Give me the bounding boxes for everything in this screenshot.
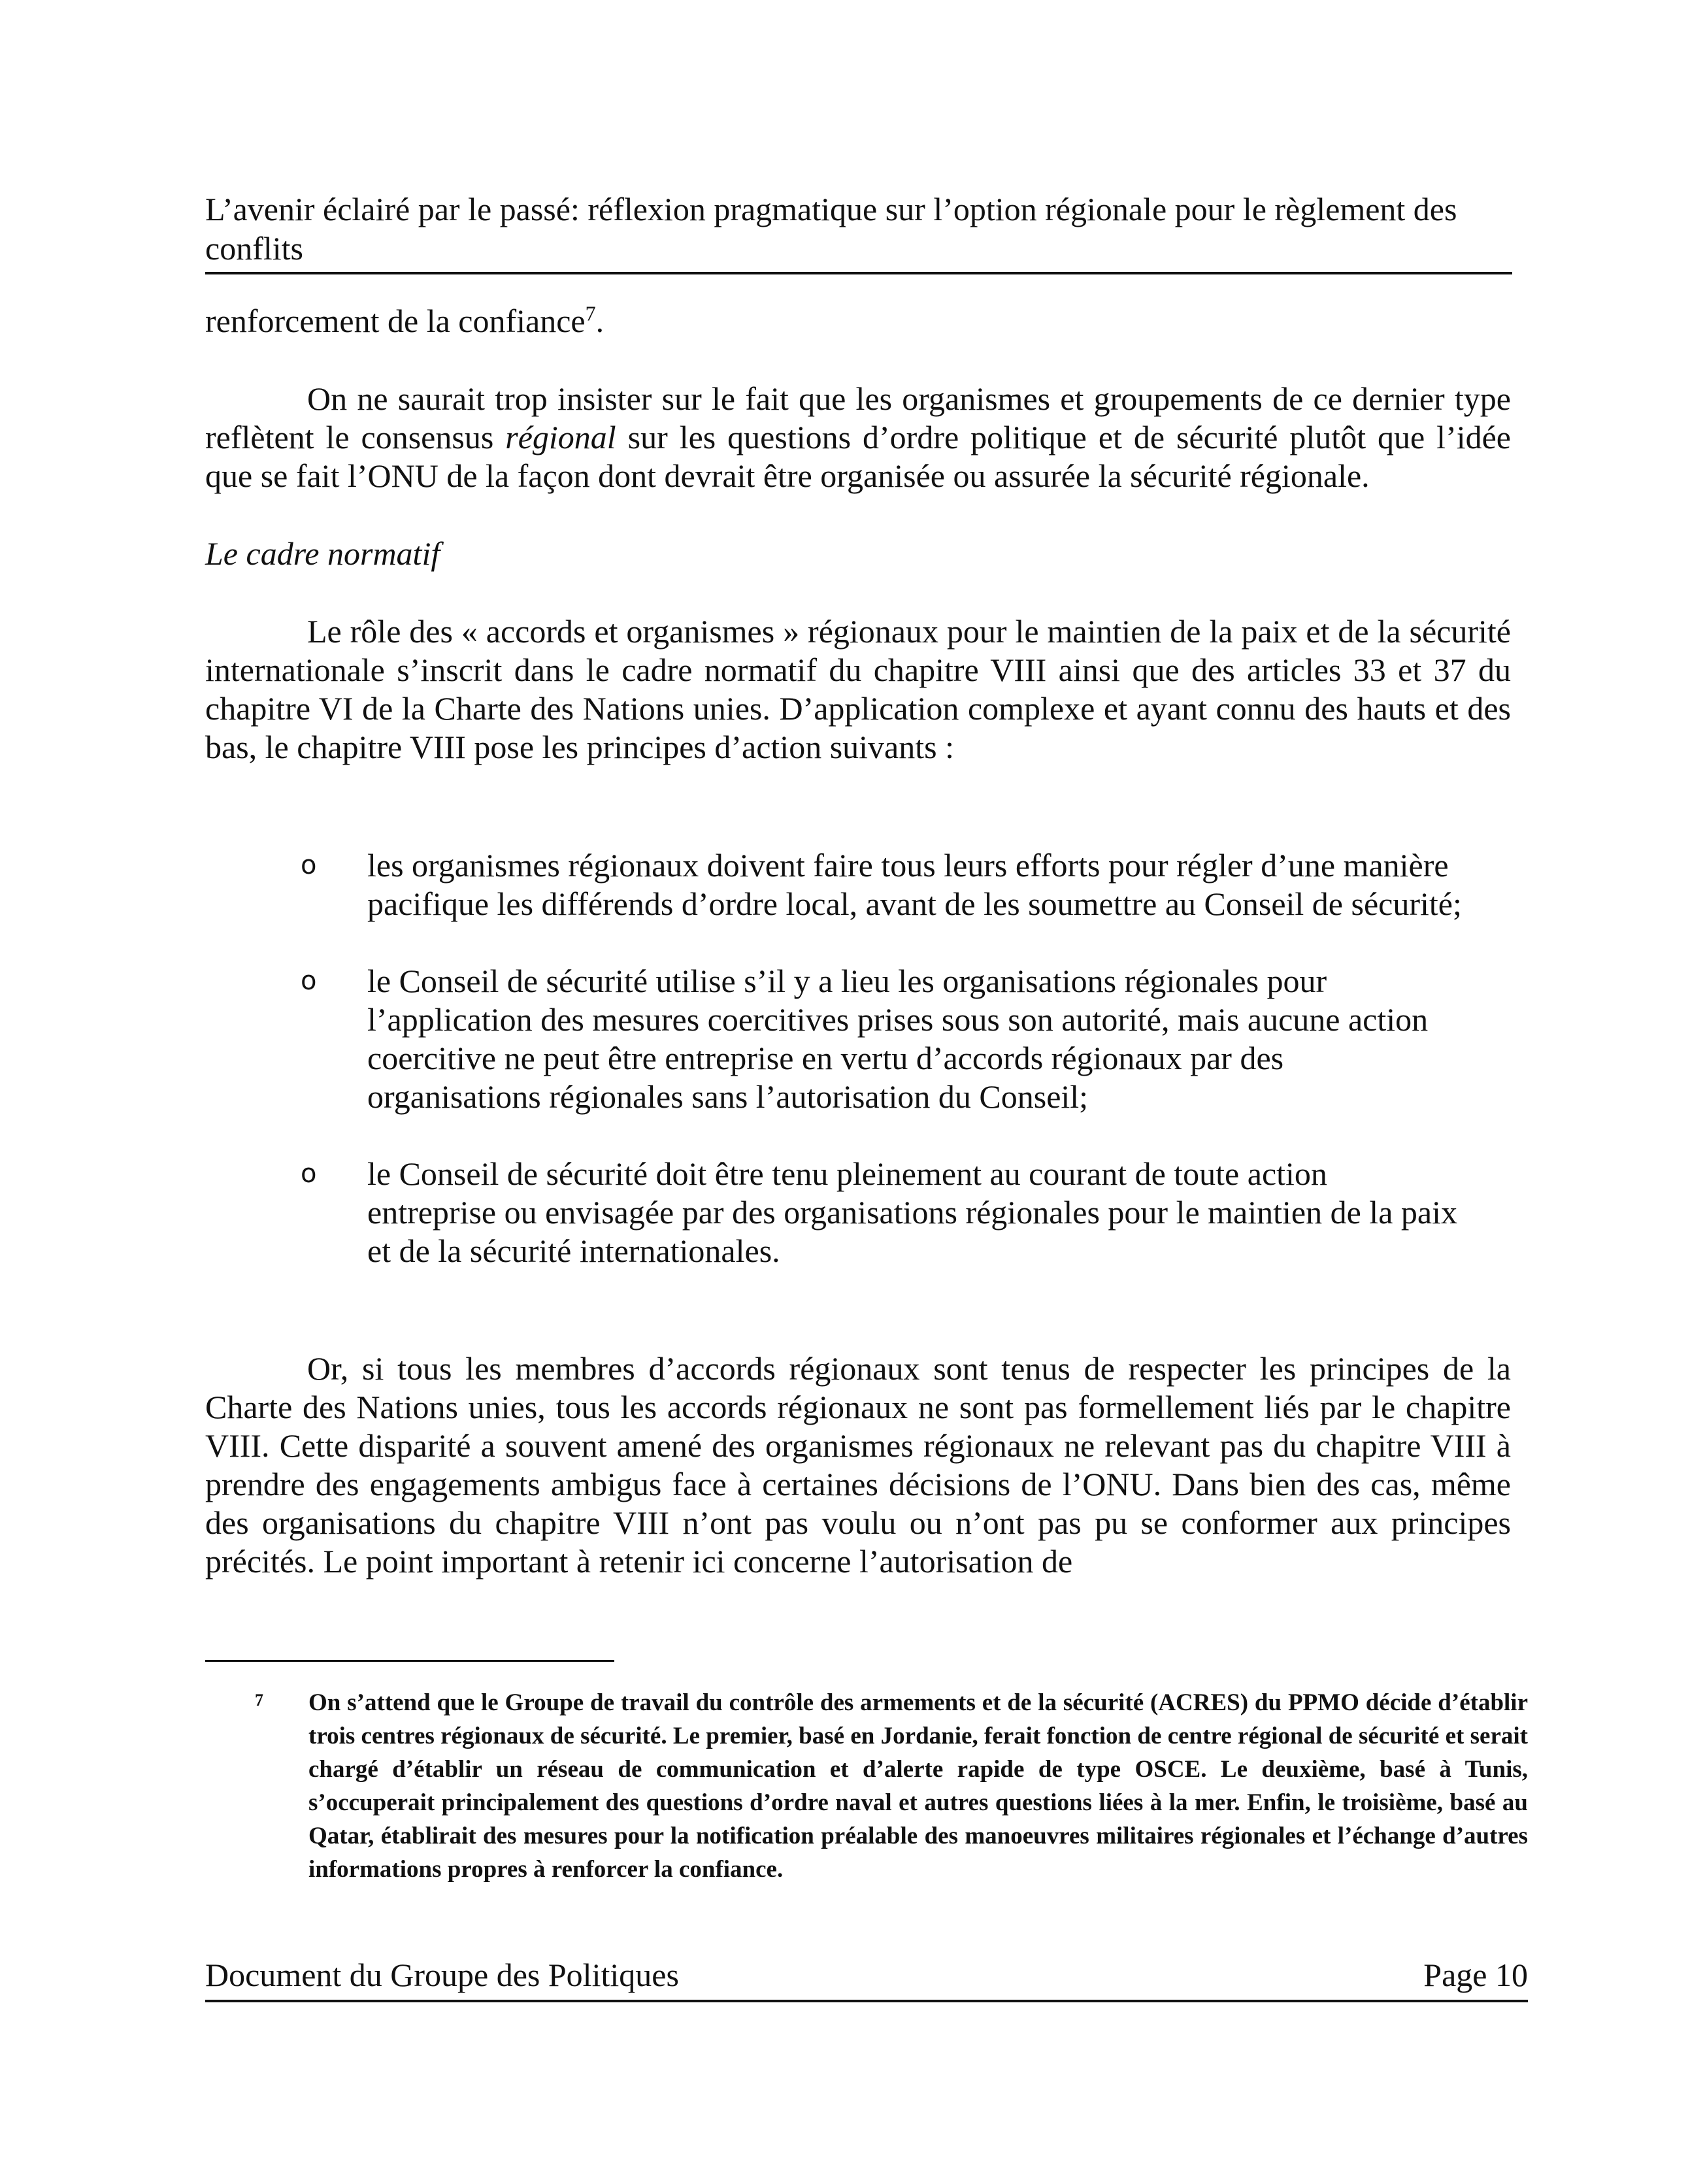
body-text-top (205, 302, 1511, 767)
footnote-separator (205, 1660, 614, 1662)
principles-list (301, 846, 1464, 1270)
paragraph-1: On ne saurait trop insister sur le fait que les organismes et groupements de ce dernier type reflètent le consensus régional sur les questions d’ordre politique et de sécurité plutôt que l’idée que se fait l’ONU de la façon dont devrait être organisée ou assurée la sécurité régionale. (205, 380, 1511, 494)
list-item: o les organismes régionaux doivent faire tous leurs efforts pour régler d’une manière pacifique les différends d’ordre local, avant de les soumettre au Conseil de sécurité; (301, 847, 1462, 922)
header-title: L’avenir éclairé par le passé: réflexion pragmatique sur l’option régionale pour le règlement des conflits (205, 191, 1457, 267)
continuation-line: renforcement de la confiance$^7$. (205, 301, 604, 339)
page-number: Page 10 (1423, 1957, 1528, 1993)
running-header (205, 190, 1511, 268)
footer-left: Document du Groupe des Politiques (205, 1957, 679, 1993)
footnote (243, 1686, 1528, 1886)
paragraph-3: Or, si tous les membres d’accords régionaux sont tenus de respecter les principes de la Charte des Nations unies, tous les accords régionaux ne sont pas formellement liés par le chapitre VIII. Cette disparité a souvent amené des organismes régionaux ne relevant pas du chapitre VIII à prendre des engagements ambigus face à certaines décisions de l’ONU. Dans bien des cas, même des organisations du chapitre VIII n’ont pas voulu ou n’ont pas pu se conformer aux principes précités. Le point important à retenir ici concerne l’autorisation de (205, 1350, 1511, 1580)
bullet-marker: o (301, 850, 317, 880)
header-rule (205, 272, 1512, 274)
body-text-bottom (205, 1349, 1511, 1581)
running-footer (205, 1955, 1528, 1994)
paragraph-2: Le rôle des « accords et organismes » régionaux pour le maintien de la paix et de la sécurité internationale s’inscrit dans le cadre normatif du chapitre VIII ainsi que des articles 33 et 37 du chapitre VI de la Charte des Nations unies. D’application complexe et ayant connu des hauts et des bas, le chapitre VIII pose les principes d’action suivants : (205, 613, 1511, 765)
footnote-ref: 7 (585, 301, 596, 325)
list-item: o le Conseil de sécurité utilise s’il y a lieu les organisations régionales pour l’application des mesures coercitives prises sous son autorité, mais aucune action coercitive ne peut être entreprise en vertu d’accords régionaux par des organisations régionales sans l’autorisation du Conseil; (301, 963, 1429, 1115)
section-subheading: Le cadre normatif (205, 535, 440, 572)
footnote-text: On s’attend que le Groupe de travail du contrôle des armements et de la sécurité (ACRES) du PPMO décide d’établir trois centres régionaux de sécurité. Le premier, basé en Jordanie, ferait fonction de centre régional de sécurité et serait chargé d’établir un réseau de communication et d’alerte rapide de type OSCE. Le deuxième, basé à Tunis, s’occuperait principalement des questions d’ordre naval et autres questions liées à la mer. Enfin, le troisième, basé au Qatar, établirait des mesures pour la notification préalable des manoeuvres militaires régionales et l’échange d’autres informations propres à renforcer la confiance. (308, 1689, 1528, 1883)
bullet-marker: o (301, 966, 317, 996)
bullet-marker: o (301, 1159, 317, 1189)
list-item: o le Conseil de sécurité doit être tenu pleinement au courant de toute action entreprise ou envisagée par des organisations régionales pour le maintien de la paix et de la sécurité internationales. (301, 1155, 1457, 1269)
emphasis-regional: régional (505, 419, 616, 455)
footnote-number: 7 (255, 1691, 263, 1710)
footer-rule (205, 2000, 1528, 2002)
